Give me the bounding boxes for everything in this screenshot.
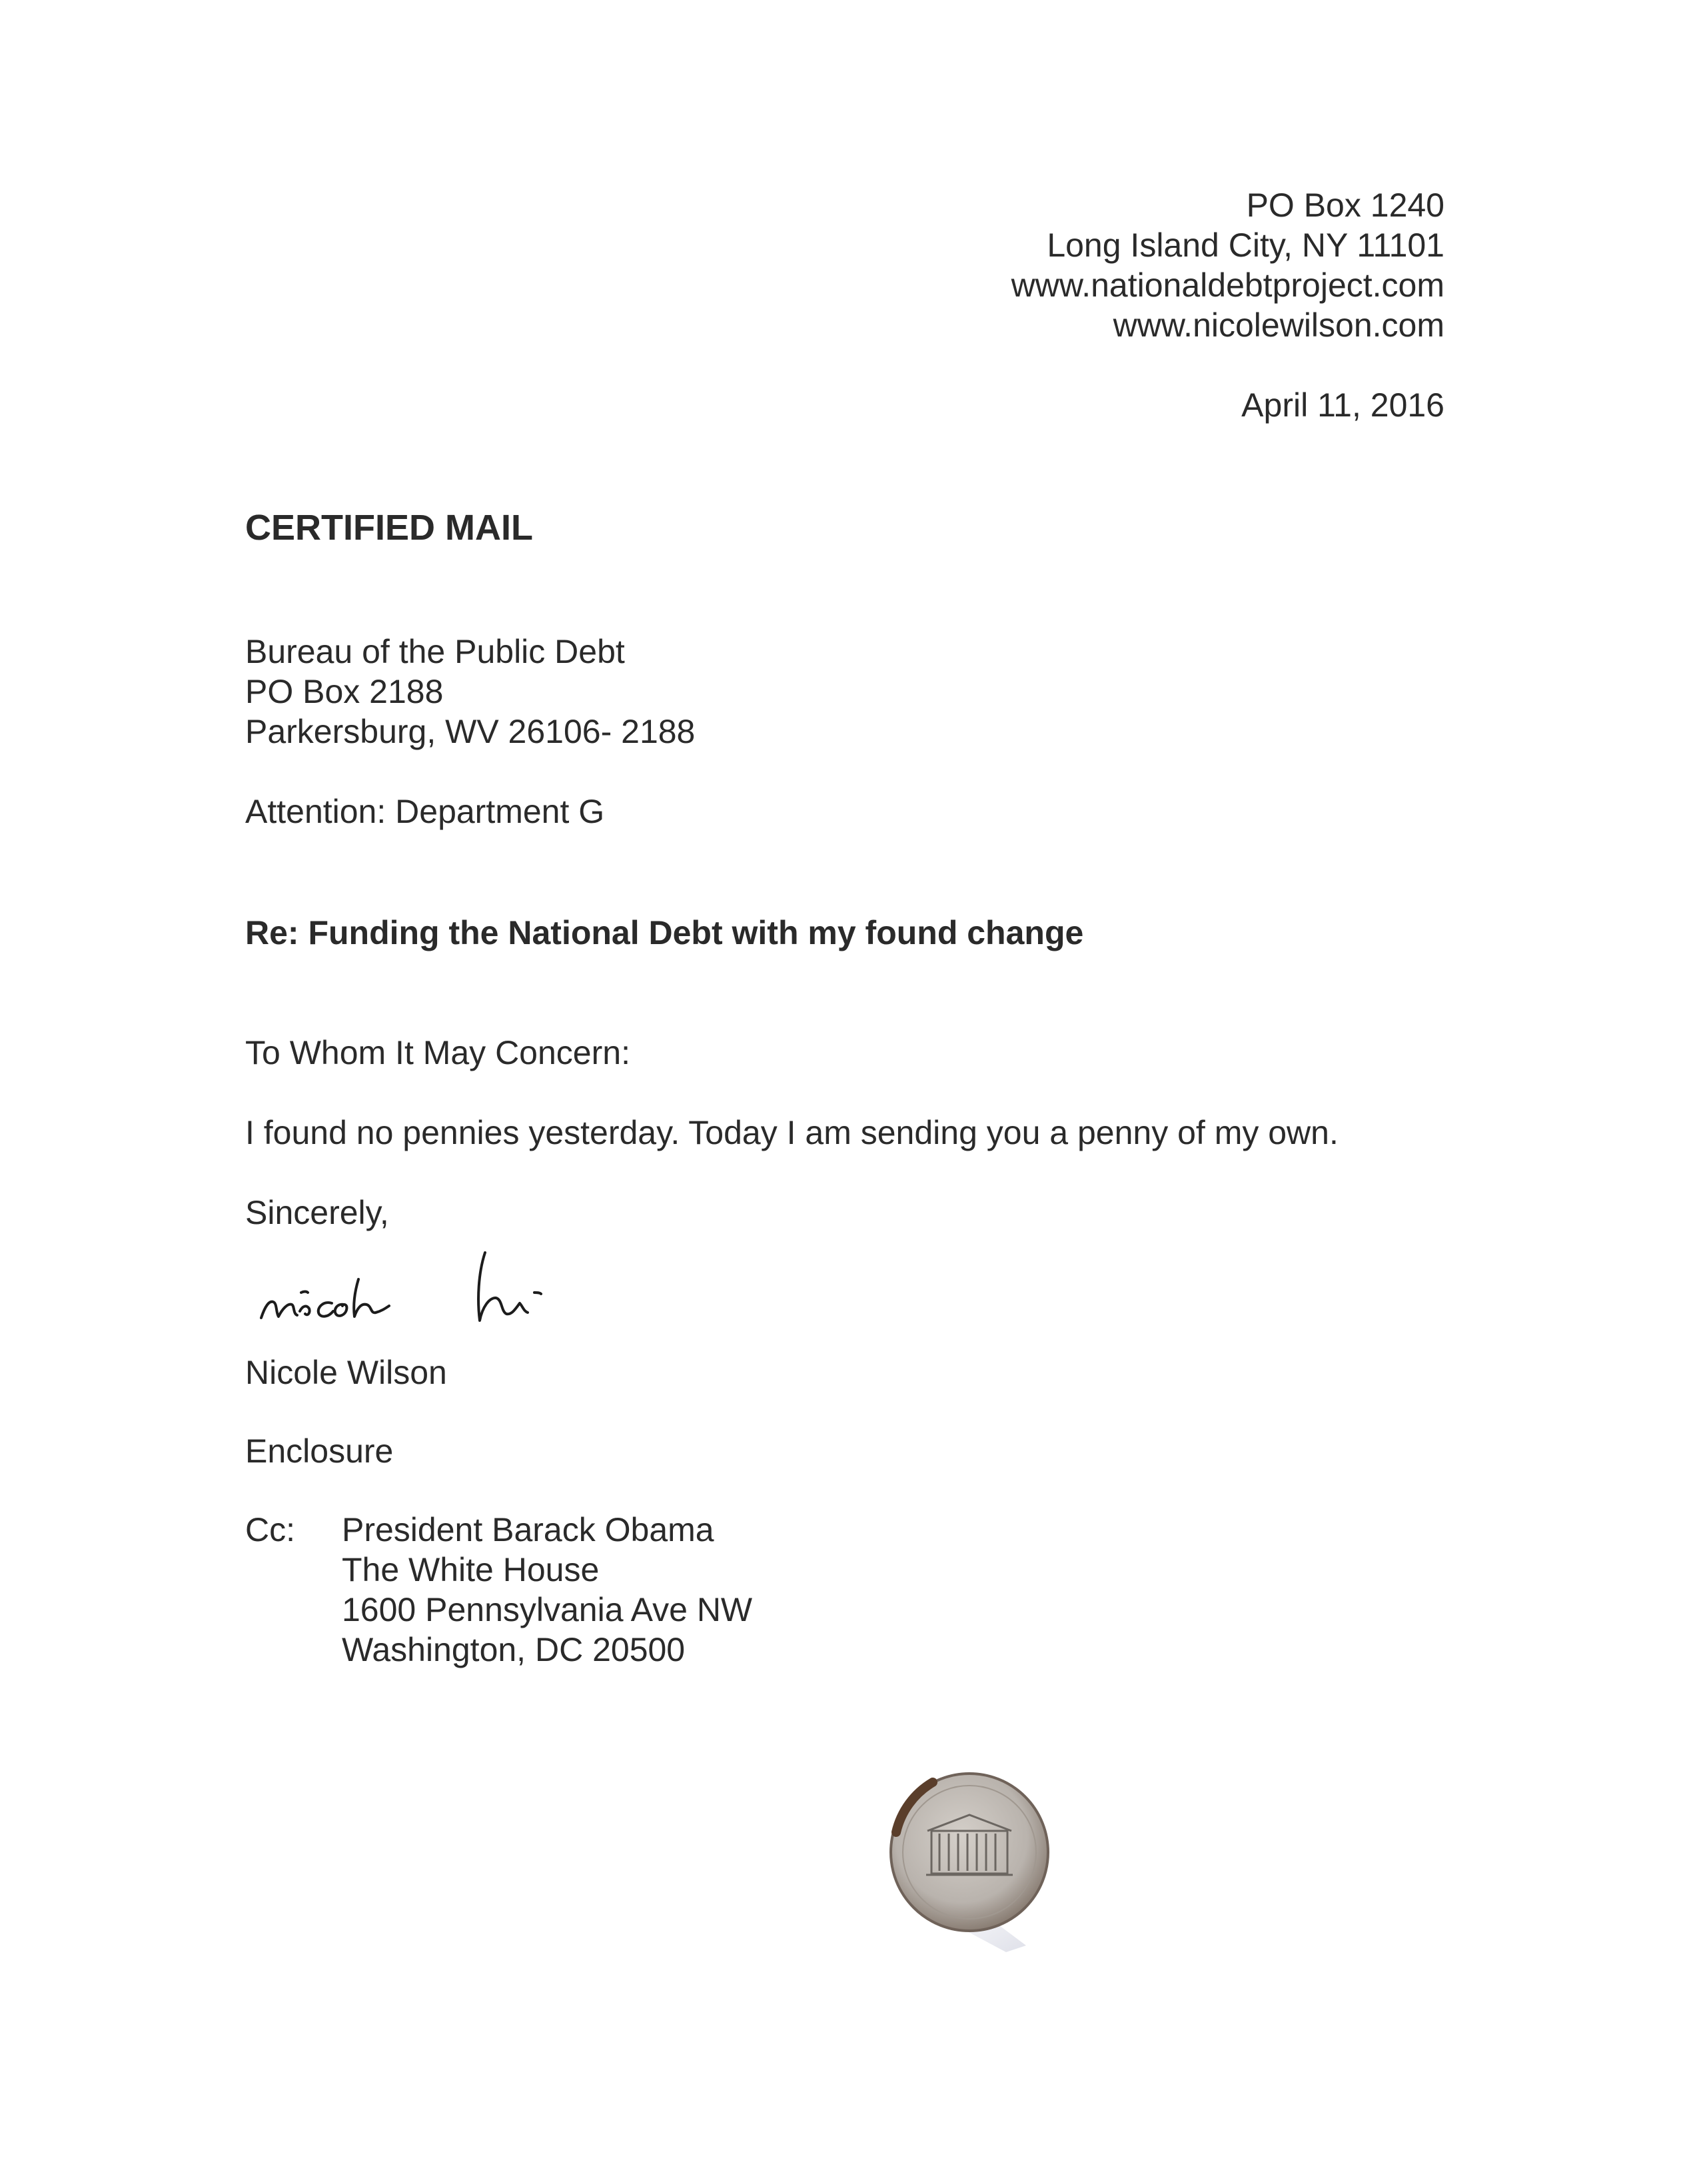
sender-po-box: PO Box 1240 bbox=[1246, 187, 1444, 224]
recipient-city-line: Parkersburg, WV 26106- 2188 bbox=[245, 713, 696, 750]
recipient-name: Bureau of the Public Debt bbox=[245, 633, 625, 670]
letter-body: I found no pennies yesterday. Today I am sending you a penny of my own. bbox=[245, 1114, 1339, 1151]
sender-address bbox=[1011, 185, 1444, 345]
mail-type-heading: CERTIFIED MAIL bbox=[245, 508, 533, 548]
sender-website-2: www.nicolewilson.com bbox=[1113, 306, 1444, 344]
cc-line-3: 1600 Pennsylvania Ave NW bbox=[342, 1591, 753, 1628]
enclosure-note: Enclosure bbox=[245, 1432, 394, 1470]
cc-address bbox=[342, 1510, 752, 1670]
sender-city-line: Long Island City, NY 11101 bbox=[1047, 227, 1444, 264]
subject-line: Re: Funding the National Debt with my found change bbox=[245, 914, 1084, 951]
cc-line-4: Washington, DC 20500 bbox=[342, 1631, 686, 1668]
handwritten-signature bbox=[253, 1239, 600, 1326]
signer-name: Nicole Wilson bbox=[245, 1354, 447, 1391]
attention-line: Attention: Department G bbox=[245, 793, 605, 830]
salutation: To Whom It May Concern: bbox=[245, 1034, 630, 1071]
sender-website-1: www.nationaldebtproject.com bbox=[1011, 267, 1444, 304]
penny-coin-image bbox=[866, 1752, 1079, 1965]
cc-name: President Barack Obama bbox=[342, 1511, 714, 1548]
cc-label: Cc: bbox=[245, 1511, 295, 1548]
cc-line-2: The White House bbox=[342, 1551, 600, 1588]
letter-date: April 11, 2016 bbox=[1241, 386, 1444, 424]
recipient-address bbox=[245, 632, 695, 752]
closing: Sincerely, bbox=[245, 1194, 389, 1231]
recipient-po-box: PO Box 2188 bbox=[245, 673, 444, 710]
